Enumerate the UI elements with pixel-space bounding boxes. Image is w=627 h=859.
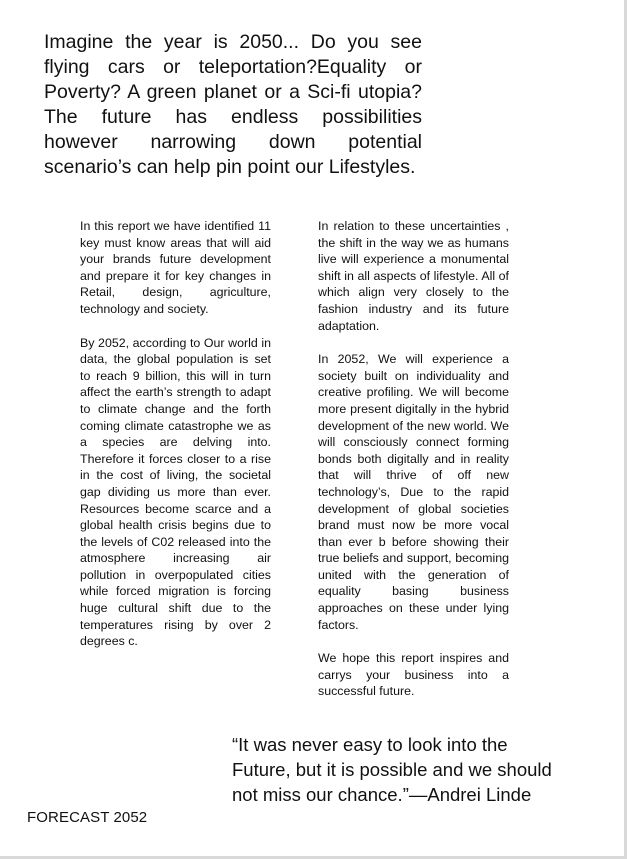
intro-paragraph: Imagine the year is 2050... Do you see flying cars or teleportation?Equality or Poverty? A green planet or a Sci-fi utopia? The future has endless possibilities however narrowing down potential scenario’s can help pin point our Lifestyles. — [44, 31, 422, 178]
right-column — [318, 218, 509, 717]
pull-quote — [232, 732, 582, 807]
left-paragraph-report-overview: In this report we have identified 11 key must know areas that will aid your brands future development and prepare it for key changes in Retail, design, agriculture, technology and society. — [80, 219, 271, 316]
quote-line-2: Future, but it is possible and we should — [232, 759, 552, 780]
right-paragraph-closing: We hope this report inspires and carrys your business into a successful future. — [318, 651, 509, 699]
right-paragraph-uncertainties: In relation to these uncertainties , the shift in the way we as humans live will experience a monumental shift in all aspects of lifestyle. All of which align very closely to the fashion industry and its future adaptation. — [318, 219, 509, 333]
left-paragraph-2052-population: By 2052, according to Our world in data, the global population is set to reach 9 billion, this will in turn affect the earth’s strength to adapt to climate change and the forth coming climate catastrophe we as a species are delving into. Therefore it forces closer to a rise in the cost of living, the societal gap dividing us more than ever. Resources become scarce and a global health crisis begins due to the levels of C02 released into the atmosphere increasing air pollution in overpopulated cities while forced migration is forcing huge cultural shift due to the temperatures rising by over 2 degrees c. — [80, 335, 271, 649]
left-column — [80, 218, 271, 667]
right-paragraph-2052-society: In 2052, We will experience a society built on individuality and creative profiling. We will become more present digitally in the hybrid development of the new world. We will consciously connect forming bonds both digitally and in reality that will thrive of off new technology’s, Due to the rapid development of global societies brand must now be more vocal than ever b before showing their true beliefs and support, becoming united with the generation of equality basing business approaches on these under lying factors. — [318, 352, 509, 632]
quote-line-3: not miss our chance.”—Andrei Linde — [232, 784, 532, 805]
quote-line-1: “It was never easy to look into the — [232, 734, 508, 755]
footer-label: FORECAST 2052 — [27, 809, 148, 826]
